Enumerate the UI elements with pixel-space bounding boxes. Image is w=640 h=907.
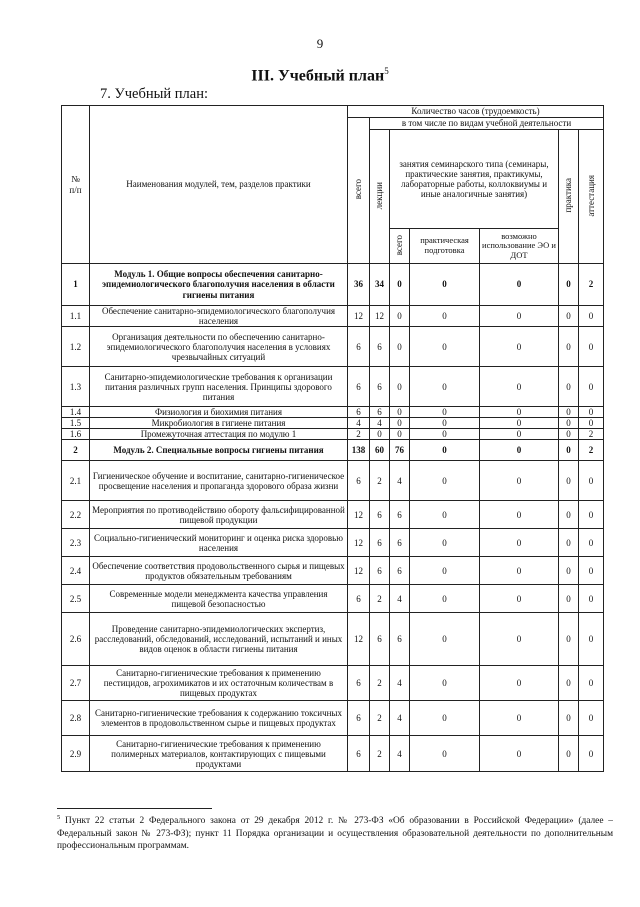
cell-pp: 0	[410, 407, 480, 418]
cell-sem: 76	[390, 440, 410, 461]
table-row	[62, 418, 604, 429]
cell-total: 12	[348, 306, 370, 327]
cell-sem: 6	[390, 529, 410, 557]
cell-lect: 2	[370, 701, 390, 736]
cell-att: 0	[579, 407, 604, 418]
table-row	[62, 557, 604, 585]
cell-total: 6	[348, 666, 370, 701]
cell-sem: 4	[390, 736, 410, 772]
subtitle: 7. Учебный план:	[100, 86, 208, 102]
cell-lect: 2	[370, 585, 390, 613]
cell-name: Обеспечение соответствия продовольственного сырья и пищевых продуктов обязательным требованиям	[90, 557, 348, 585]
cell-num: 2.6	[62, 613, 90, 666]
cell-prac: 0	[559, 701, 579, 736]
cell-pp: 0	[410, 264, 480, 306]
cell-name: Модуль 1. Общие вопросы обеспечения санитарно-эпидемиологического благополучия населения в области гигиены питания	[90, 264, 348, 306]
cell-name: Санитарно-гигиенические требования к применению полимерных материалов, контактирующих с пищевыми продуктами	[90, 736, 348, 772]
cell-lect: 0	[370, 429, 390, 440]
cell-pp: 0	[410, 306, 480, 327]
cell-pp: 0	[410, 327, 480, 367]
cell-eo: 0	[480, 327, 559, 367]
cell-num: 1.6	[62, 429, 90, 440]
cell-num: 2.3	[62, 529, 90, 557]
cell-name: Физиология и биохимия питания	[90, 407, 348, 418]
table-row	[62, 306, 604, 327]
cell-total: 138	[348, 440, 370, 461]
table-row	[62, 461, 604, 501]
cell-sem: 0	[390, 418, 410, 429]
cell-lect: 6	[370, 557, 390, 585]
cell-num: 2.9	[62, 736, 90, 772]
cell-total: 6	[348, 407, 370, 418]
header-total: всего	[348, 118, 370, 264]
cell-lect: 2	[370, 461, 390, 501]
header-lectures: лекции	[370, 130, 390, 264]
cell-prac: 0	[559, 264, 579, 306]
cell-prac: 0	[559, 585, 579, 613]
cell-name: Социально-гигиенический мониторинг и оценка риска здоровью населения	[90, 529, 348, 557]
cell-total: 12	[348, 529, 370, 557]
cell-att: 0	[579, 306, 604, 327]
cell-pp: 0	[410, 429, 480, 440]
cell-eo: 0	[480, 367, 559, 407]
cell-sem: 0	[390, 306, 410, 327]
cell-name: Промежуточная аттестация по модулю 1	[90, 429, 348, 440]
cell-lect: 6	[370, 501, 390, 529]
cell-pp: 0	[410, 440, 480, 461]
cell-name: Мероприятия по противодействию обороту фальсифицированной пищевой продукции	[90, 501, 348, 529]
module-row	[62, 264, 604, 306]
cell-att: 0	[579, 461, 604, 501]
cell-prac: 0	[559, 407, 579, 418]
cell-prac: 0	[559, 440, 579, 461]
cell-att: 2	[579, 429, 604, 440]
cell-att: 2	[579, 440, 604, 461]
cell-att: 0	[579, 736, 604, 772]
cell-pp: 0	[410, 736, 480, 772]
curriculum-table	[61, 105, 604, 772]
header-practical-training: практическая подготовка	[410, 229, 480, 264]
cell-name: Микробиология в гигиене питания	[90, 418, 348, 429]
cell-num: 2.7	[62, 666, 90, 701]
header-sem-total: всего	[390, 229, 410, 264]
cell-prac: 0	[559, 418, 579, 429]
table-row	[62, 529, 604, 557]
header-name: Наименования модулей, тем, разделов практики	[90, 106, 348, 264]
cell-sem: 6	[390, 501, 410, 529]
cell-prac: 0	[559, 736, 579, 772]
cell-prac: 0	[559, 666, 579, 701]
cell-sem: 6	[390, 557, 410, 585]
cell-num: 1.4	[62, 407, 90, 418]
cell-eo: 0	[480, 736, 559, 772]
cell-num: 2	[62, 440, 90, 461]
page-number: 9	[316, 36, 324, 51]
cell-sem: 0	[390, 264, 410, 306]
cell-eo: 0	[480, 440, 559, 461]
cell-total: 12	[348, 501, 370, 529]
header-seminar: занятия семинарского типа (семинары, практические занятия, практикумы, лабораторные работы, коллоквиумы и иные аналогичные занятия)	[390, 130, 559, 229]
cell-att: 0	[579, 501, 604, 529]
cell-att: 0	[579, 529, 604, 557]
cell-name: Современные модели менеджмента качества управления пищевой безопасностью	[90, 585, 348, 613]
cell-total: 12	[348, 557, 370, 585]
cell-att: 0	[579, 418, 604, 429]
cell-prac: 0	[559, 461, 579, 501]
table-row	[62, 429, 604, 440]
cell-name: Обеспечение санитарно-эпидемиологического благополучия населения	[90, 306, 348, 327]
cell-lect: 60	[370, 440, 390, 461]
cell-eo: 0	[480, 501, 559, 529]
footnote-text: Пункт 22 статьи 2 Федерального закона от 29 декабря 2012 г. № 273-ФЗ «Об образовании в Российской Федерации» (далее – Федеральный закон № 273-ФЗ); пункт 11 Порядка организации и осуществления образовательной деятельности по дополнительным профессиональным программам.	[57, 816, 613, 851]
cell-pp: 0	[410, 585, 480, 613]
cell-att: 0	[579, 557, 604, 585]
cell-num: 1	[62, 264, 90, 306]
table-row	[62, 327, 604, 367]
cell-total: 2	[348, 429, 370, 440]
cell-pp: 0	[410, 529, 480, 557]
cell-att: 0	[579, 666, 604, 701]
cell-total: 4	[348, 418, 370, 429]
cell-name: Организация деятельности по обеспечению санитарно-эпидемиологического благополучия населения в условиях чрезвычайных ситуаций	[90, 327, 348, 367]
cell-eo: 0	[480, 557, 559, 585]
cell-eo: 0	[480, 418, 559, 429]
cell-sem: 0	[390, 327, 410, 367]
cell-sem: 6	[390, 613, 410, 666]
cell-num: 2.8	[62, 701, 90, 736]
cell-lect: 2	[370, 736, 390, 772]
table-row	[62, 407, 604, 418]
cell-eo: 0	[480, 666, 559, 701]
header-eo-dot: возможно использование ЭО и ДОТ	[480, 229, 559, 264]
cell-num: 2.4	[62, 557, 90, 585]
table-row	[62, 501, 604, 529]
cell-eo: 0	[480, 306, 559, 327]
cell-prac: 0	[559, 429, 579, 440]
cell-sem: 0	[390, 407, 410, 418]
module-row	[62, 440, 604, 461]
cell-sem: 4	[390, 701, 410, 736]
cell-lect: 34	[370, 264, 390, 306]
cell-att: 0	[579, 367, 604, 407]
cell-pp: 0	[410, 461, 480, 501]
footnote-separator	[57, 808, 212, 809]
cell-num: 1.2	[62, 327, 90, 367]
header-by-type: в том числе по видам учебной деятельности	[370, 118, 604, 130]
cell-num: 1.1	[62, 306, 90, 327]
cell-total: 6	[348, 327, 370, 367]
section-title-text: III. Учебный план	[251, 67, 385, 85]
cell-pp: 0	[410, 501, 480, 529]
cell-num: 2.5	[62, 585, 90, 613]
cell-sem: 0	[390, 429, 410, 440]
section-footnote-mark: 5	[384, 66, 389, 76]
cell-lect: 6	[370, 407, 390, 418]
header-num: № п/п	[62, 106, 90, 264]
cell-prac: 0	[559, 327, 579, 367]
cell-prac: 0	[559, 306, 579, 327]
cell-lect: 6	[370, 327, 390, 367]
cell-lect: 6	[370, 613, 390, 666]
cell-sem: 4	[390, 461, 410, 501]
cell-name: Санитарно-гигиенические требования к содержанию токсичных элементов в продовольственном сырье и пищевых продуктах	[90, 701, 348, 736]
cell-pp: 0	[410, 666, 480, 701]
cell-total: 6	[348, 585, 370, 613]
header-hours-total: Количество часов (трудоемкость)	[348, 106, 604, 118]
cell-eo: 0	[480, 585, 559, 613]
cell-prac: 0	[559, 367, 579, 407]
cell-eo: 0	[480, 407, 559, 418]
cell-num: 2.2	[62, 501, 90, 529]
cell-name: Гигиеническое обучение и воспитание, санитарно-гигиеническое просвещение населения и пропаганда здорового образа жизни	[90, 461, 348, 501]
cell-num: 1.3	[62, 367, 90, 407]
table-row	[62, 736, 604, 772]
cell-total: 6	[348, 461, 370, 501]
cell-pp: 0	[410, 557, 480, 585]
cell-lect: 12	[370, 306, 390, 327]
cell-eo: 0	[480, 264, 559, 306]
header-attestation: аттестация	[579, 130, 604, 264]
cell-prac: 0	[559, 613, 579, 666]
cell-prac: 0	[559, 501, 579, 529]
cell-eo: 0	[480, 429, 559, 440]
cell-prac: 0	[559, 529, 579, 557]
cell-lect: 6	[370, 529, 390, 557]
cell-att: 0	[579, 613, 604, 666]
cell-att: 0	[579, 585, 604, 613]
table-row	[62, 701, 604, 736]
cell-eo: 0	[480, 461, 559, 501]
cell-eo: 0	[480, 613, 559, 666]
cell-total: 12	[348, 613, 370, 666]
table-row	[62, 585, 604, 613]
cell-total: 6	[348, 701, 370, 736]
cell-pp: 0	[410, 418, 480, 429]
cell-name: Санитарно-эпидемиологические требования к организации питания различных групп населения. Принципы здорового питания	[90, 367, 348, 407]
cell-att: 0	[579, 701, 604, 736]
cell-total: 6	[348, 736, 370, 772]
cell-eo: 0	[480, 701, 559, 736]
section-title	[0, 66, 640, 85]
table-row	[62, 367, 604, 407]
table-row	[62, 666, 604, 701]
cell-name: Модуль 2. Специальные вопросы гигиены питания	[90, 440, 348, 461]
footnote-mark: 5	[57, 814, 61, 821]
cell-att: 2	[579, 264, 604, 306]
cell-eo: 0	[480, 529, 559, 557]
cell-total: 6	[348, 367, 370, 407]
cell-lect: 4	[370, 418, 390, 429]
cell-num: 2.1	[62, 461, 90, 501]
table-row	[62, 613, 604, 666]
cell-num: 1.5	[62, 418, 90, 429]
cell-lect: 2	[370, 666, 390, 701]
cell-sem: 4	[390, 666, 410, 701]
cell-pp: 0	[410, 613, 480, 666]
header-practice: практика	[559, 130, 579, 264]
cell-pp: 0	[410, 701, 480, 736]
footnote	[57, 814, 613, 852]
cell-pp: 0	[410, 367, 480, 407]
cell-prac: 0	[559, 557, 579, 585]
cell-sem: 0	[390, 367, 410, 407]
cell-att: 0	[579, 327, 604, 367]
cell-sem: 4	[390, 585, 410, 613]
cell-name: Проведение санитарно-эпидемиологических экспертиз, расследований, обследований, исследований, испытаний и иных видов оценок в области гигиены питания	[90, 613, 348, 666]
cell-total: 36	[348, 264, 370, 306]
cell-name: Санитарно-гигиенические требования к применению пестицидов, агрохимикатов и их остаточным количествам в пищевых продуктах	[90, 666, 348, 701]
cell-lect: 6	[370, 367, 390, 407]
